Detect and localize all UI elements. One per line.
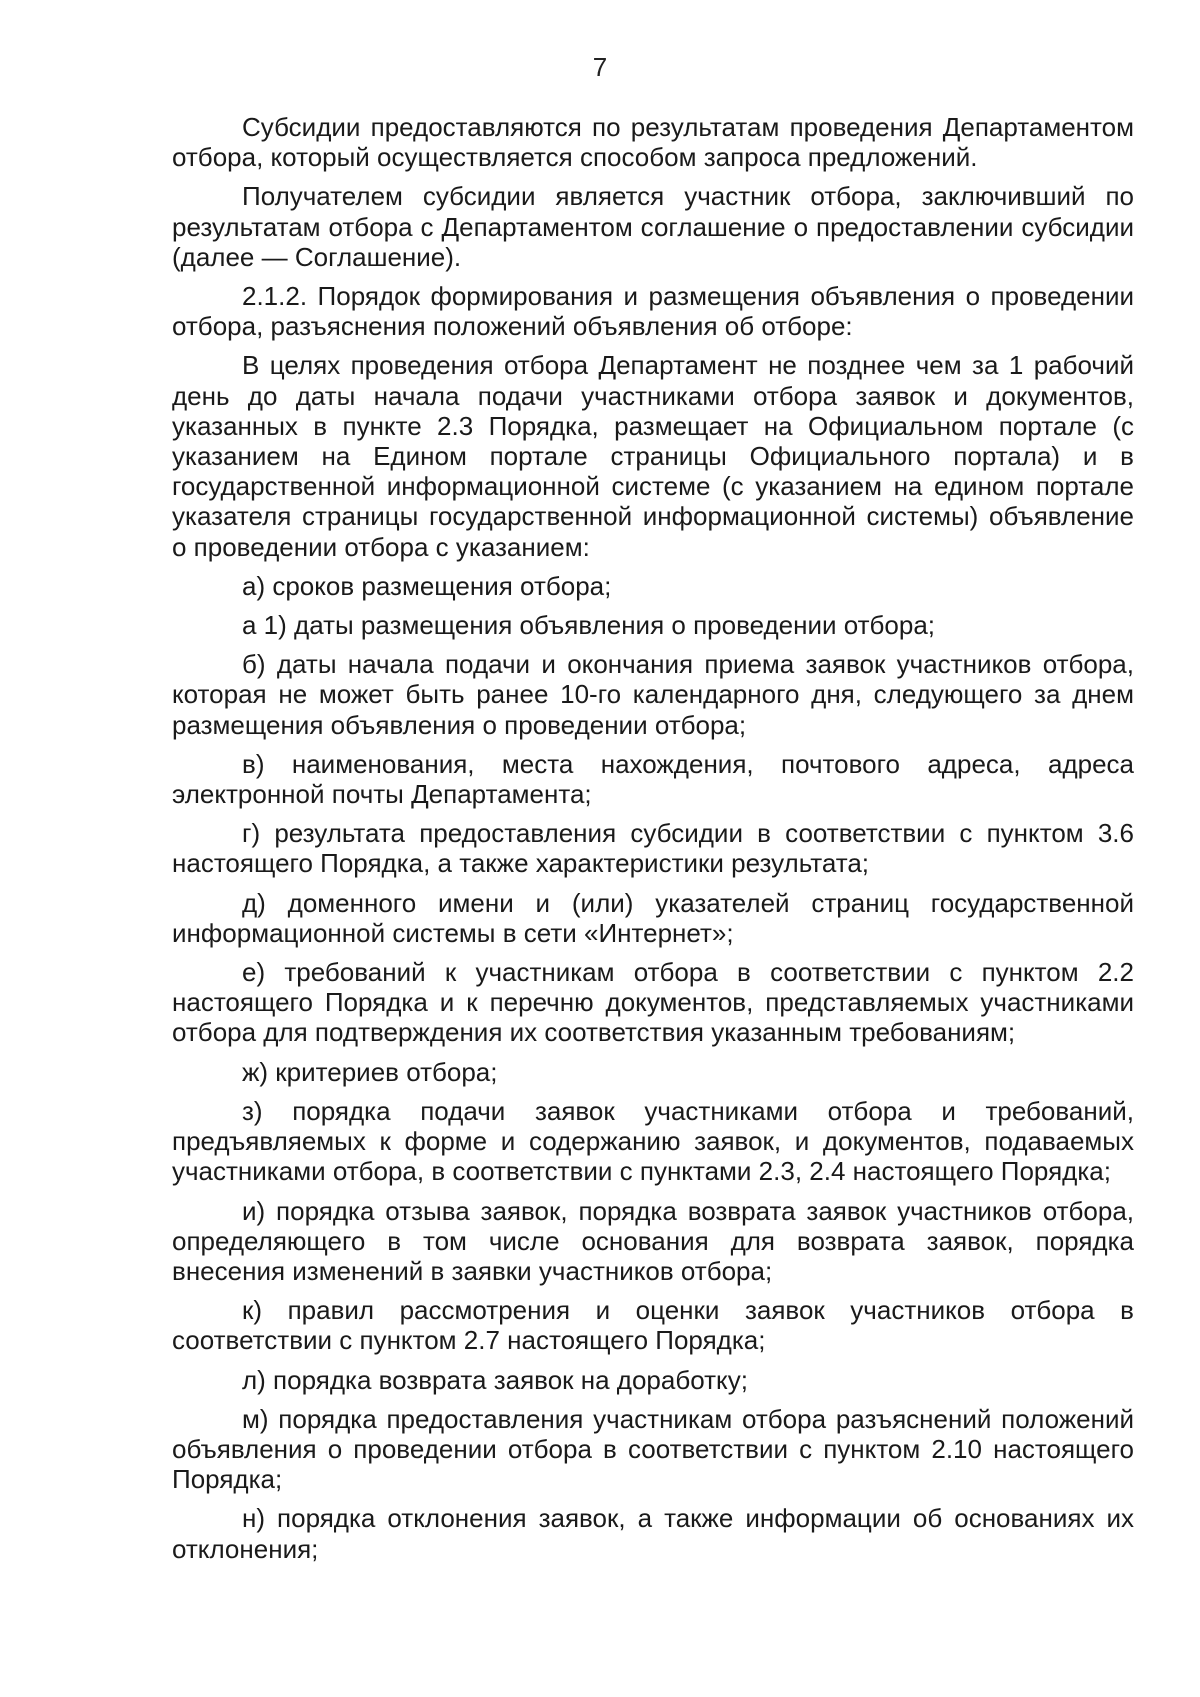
paragraph-subsidy-selection: Субсидии предоставляются по результатам проведения Департаментом отбора, который осуществляется способом запроса предложений. xyxy=(172,112,1134,173)
paragraph-announcement: В целях проведения отбора Департамент не позднее чем за 1 рабочий день до даты начала подачи участниками отбора заявок и документов, указанных в пункте 2.3 Порядка, размещает на Официальном портале (с указанием на Едином портале страницы Официального портала) и в государственной информационной системе (с указанием на едином портале указателя страницы государственной информационной системы) объявление о проведении отбора с указанием: xyxy=(172,350,1134,562)
list-item-e: е) требований к участникам отбора в соответствии с пунктом 2.2 настоящего Порядка и к перечню документов, представляемых участниками отбора для подтверждения их соответствия указанным требованиям; xyxy=(172,957,1134,1048)
document-body xyxy=(172,112,1134,1573)
list-item-k: к) правил рассмотрения и оценки заявок участников отбора в соответствии с пунктом 2.7 настоящего Порядка; xyxy=(172,1295,1134,1356)
page-number: 7 xyxy=(592,52,608,82)
list-item-i: и) порядка отзыва заявок, порядка возврата заявок участников отбора, определяющего в том числе основания для возврата заявок, порядка внесения изменений в заявки участников отбора; xyxy=(172,1195,1134,1286)
list-item-d: д) доменного имени и (или) указателей страниц государственной информационной системы в сети «Интернет»; xyxy=(172,887,1134,948)
paragraph-section-2-1-2: 2.1.2. Порядок формирования и размещения объявления о проведении отбора, разъяснения положений объявления об отборе: xyxy=(172,281,1134,342)
list-item-zh: ж) критериев отбора; xyxy=(242,1056,498,1087)
list-item-a1: а 1) даты размещения объявления о проведении отбора; xyxy=(242,610,936,641)
paragraph-recipient: Получателем субсидии является участник отбора, заключивший по результатам отбора с Департаментом соглашение о предоставлении субсидии (далее — Соглашение). xyxy=(172,181,1134,272)
list-item-g: г) результата предоставления субсидии в соответствии с пунктом 3.6 настоящего Порядка, а также характеристики результата; xyxy=(172,818,1134,879)
list-item-a: а) сроков размещения отбора; xyxy=(242,570,612,601)
list-item-b: б) даты начала подачи и окончания приема заявок участников отбора, которая не может быть ранее 10-го календарного дня, следующего за днем размещения объявления о проведении отбора; xyxy=(172,649,1134,740)
list-item-m: м) порядка предоставления участникам отбора разъяснений положений объявления о проведении отбора в соответствии с пунктом 2.10 настоящего Порядка; xyxy=(172,1403,1134,1495)
list-item-l: л) порядка возврата заявок на доработку; xyxy=(242,1364,748,1395)
list-item-v: в) наименования, места нахождения, почтового адреса, адреса электронной почты Департамента; xyxy=(172,748,1134,810)
list-item-z: з) порядка подачи заявок участниками отбора и требований, предъявляемых к форме и содержанию заявок, и документов, подаваемых участниками отбора, в соответствии с пунктами 2.3, 2.4 настоящего Порядка; xyxy=(172,1095,1134,1187)
list-item-n: н) порядка отклонения заявок, а также информации об основаниях их отклонения; xyxy=(172,1503,1134,1564)
